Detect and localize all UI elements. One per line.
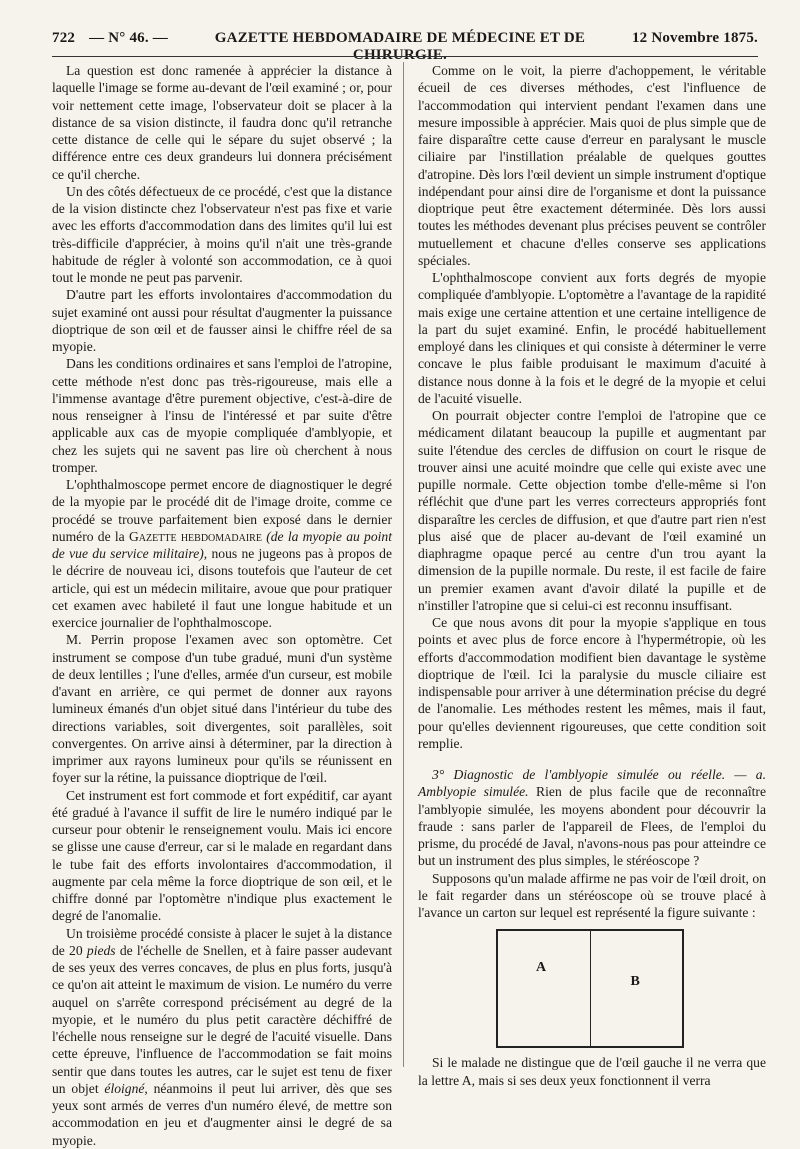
paragraph <box>52 925 392 1149</box>
page-number: 722 <box>52 30 76 46</box>
figure-label-a: A <box>536 960 547 976</box>
emphasis: éloigné <box>104 1080 145 1096</box>
figure-label-b: B <box>630 974 640 990</box>
text-run: , nous ne jugeons pas à propos de le décrire de nouveau ici, disons toutefois que l'auteur de cet article, qui est un médecin militaire, avoue que pour pratiquer cet examen avec habileté il faut une longue habitude et un exercice journalier de l'ophthalmoscope. <box>52 546 392 630</box>
article-reference: (de la myopie au point de vue du service militaire) <box>52 528 392 561</box>
journal-reference: Gazette hebdomadaire <box>128 528 262 544</box>
issue-date: 12 Novembre 1875. <box>631 30 758 46</box>
paragraph: Dans les conditions ordinaires et sans l'emploi de l'atropine, cette méthode n'est donc pas très-rigoureuse, mais elle a l'immense avantage d'être purement objective, c'est-à-dire de nous renseigner à l'insu de l'intéressé et par suite d'être applicable aux cas de myopie compliquée d'amblyopie, et chez les sujets qui ne savent pas lire où cherchent à nous tromper. <box>52 356 392 475</box>
text-run: Un troisième procédé consiste à placer le sujet à la distance de 20 <box>52 925 392 958</box>
paragraph: Cet instrument est fort commode et fort expéditif, car ayant été gradué à l'avance il suffit de lire le numéro indiqué par le curseur pour obtenir le renseignement voulu. Mais ici encore se glisse une cause d'erreur, car si le malade en regardant dans le tube fait des efforts involontaires d'accommodation, il augmente par cela même la force dioptrique de son œil, et le chiffre donné par l'optomètre n'indique plus exactement le degré de l'anomalie. <box>52 787 392 924</box>
paragraph: D'autre part les efforts involontaires d'accommodation du sujet examiné ont aussi pour résultat d'augmenter la puissance dioptrique de son œil et de fausser ainsi le chiffre réel de sa myopie. <box>52 287 392 354</box>
header-rule <box>52 56 758 57</box>
text-run: de l'échelle de Snellen, et à faire passer audevant de ses yeux des verres concaves, de plus en plus forts, jusqu'à ce qu'on ait atteint le maximum de vision. Le numéro du verre auquel on s'arrête correspond précisément au degré de la myopie, et le numéro du plus petit caractère déchiffré de l'échelle nous renseigne sur le degré de l'acuité visuelle. Dans cette épreuve, l'influence de l'accommodation se fait moins sentir que dans toutes les autres, car le sujet est tenu de fixer un objet <box>52 942 392 1096</box>
paragraph: On pourrait objecter contre l'emploi de l'atropine que ce médicament dilatant beaucoup la pupille et augmentant par suite l'étendue des cercles de diffusion on court le risque de trouver ainsi une acuité moindre que celle qui existe avec une pupille normale. Cette objection tombe d'elle-même si l'on réfléchit que d'une part les verres correcteurs appropriés font disparaître les cercles de diffusion, et que d'autre part rien n'est plus aisé que de placer au-devant de l'œil examiné un diaphragme opaque percé au centre d'un trou ayant la dimension de la pupille normale. Du reste, il est facile de faire un premier examen avant d'avoir dilaté la pupille et de n'instiller l'atropine que si celui-ci est reconnu insuffisant. <box>418 408 766 613</box>
paragraph: Ce que nous avons dit pour la myopie s'applique en tous points et avec plus de force encore à l'hypermétropie, où les efforts d'accommodation modifient bien davantage le système dioptrique de l'œil. Ici la paralysie du muscle ciliaire est indispensable pour arriver à une détermination précise du degré de l'anomalie. Les méthodes restent les mêmes, mais il faut, pour qu'elles deviennent rigoureuses, que cette condition soit remplie. <box>418 615 766 751</box>
running-header <box>52 30 758 63</box>
left-column <box>52 62 392 1149</box>
section-heading-paragraph <box>418 766 766 870</box>
paragraph: Supposons qu'un malade affirme ne pas voir de l'œil droit, on le fait regarder dans un stéréoscope où se trouve placé à l'avance un carton sur lequel est représenté la figure suivante : <box>418 870 766 920</box>
paragraph: Un des côtés défectueux de ce procédé, c'est que la distance de la vision distincte chez l'observateur n'est pas fixe et varie avec les efforts d'accommodation dans des limites qu'il lui est très-difficile d'apprécier, à moins qu'il n'ait une très-grande habitude de régler à volonté son accommodation, ce à quoi tout le monde ne peut pas parvenir. <box>52 183 392 285</box>
paragraph: M. Perrin propose l'examen avec son optomètre. Cet instrument se compose d'un tube gradué, muni d'un système de deux lentilles ; l'une d'elles, armée d'un curseur, est mobile d'avant en arrière, ce qui permet de donner aux rayons lumineux émanés d'un objet situé dans l'intérieur du tube des directions variables, soit divergentes, soit parallèles, soit convergentes. On arrive ainsi à déterminer, par la direction à imprimer aux rayons lumineux pour qu'ils se réunissent en foyer sur la rétine, la puissance dioptrique de l'œil. <box>52 632 392 786</box>
paragraph: Comme on le voit, la pierre d'achoppement, le véritable écueil de ces diverses méthodes, c'est l'influence de l'accommodation qui intervient pendant l'examen dans une mesure impossible à apprécier. Mais quoi de plus simple que de faire disparaître cette cause d'erreur en paralysant le muscle ciliaire par l'instillation préalable de quelques gouttes d'atropine. Dès lors l'œil devient un simple instrument d'optique indépendant pour ainsi dire de l'organisme et dont la puissance dioptrique peut être exactement déterminée. Dès lors aussi toutes les méthodes devenant plus précises peuvent se contrôler mutuellement et chacune d'elles conserve ses applications spéciales. <box>418 63 766 268</box>
paragraph: Si le malade ne distingue que de l'œil gauche il ne verra que la lettre A, mais si ses deux yeux fonctionnent il verra <box>418 1055 766 1088</box>
section-heading: 3° Diagnostic de l'amblyopie simulée ou réelle. — a. Amblyopie simulée. <box>418 767 766 800</box>
right-column <box>418 62 766 1089</box>
stereoscope-figure <box>496 929 684 1048</box>
paragraph: L'ophthalmoscope convient aux forts degrés de myopie compliquée d'amblyopie. L'optomètre a l'avantage de la rapidité mais exige une certaine attention et une certaine intelligence de la part du sujet examiné. Enfin, le procédé habituellement employé dans les cliniques et qui consiste à déterminer le verre concave le plus faible produisant le maximum d'acuité à distance nous donne à la fois et le degré de la myopie et celui de l'acuité visuelle. <box>418 270 766 406</box>
paragraph <box>52 476 392 631</box>
figure-right-half <box>590 931 683 1046</box>
paragraph: La question est donc ramenée à apprécier la distance à laquelle l'image se forme au-devant de l'œil examiné ; or, pour voir nettement cette image, l'observateur doit se placer à la distance de sa vision distincte, il faudra donc qu'il retranche cette distance de celle qui le sépare du sujet observé ; la différence entre ces deux grandeurs lui donnera précisément ce qu'il cherche. <box>52 63 392 182</box>
column-separator <box>403 62 404 1067</box>
emphasis: pieds <box>86 942 116 958</box>
text-run: , néanmoins il peut lui arriver, dès que ses yeux sont armés de verres d'un numéro élevé, de mettre son accommodation en jeu et d'augmenter ainsi le degré de sa myopie. <box>52 1080 392 1148</box>
issue-number: — N° 46. — <box>89 30 168 46</box>
text-run: L'ophthalmoscope permet encore de diagnostiquer le degré de la myopie par le procédé dit de l'image droite, comme ce procédé se trouve parfaitement bien exposé dans le dernier numéro de la <box>52 477 392 544</box>
figure-left-half <box>498 931 590 1046</box>
journal-title: GAZETTE HEBDOMADAIRE DE MÉDECINE ET DE CHIRURGIE. <box>214 30 586 63</box>
text-run: Rien de plus facile que de reconnaître l'amblyopie simulée, les moyens abondent pour découvrir la fraude : sans parler de l'appareil de Flees, de l'emploi du prisme, du procédé de Javal, n'avons-nous pas pour atteindre ce but un instrument des plus simples, le stéréoscope ? <box>418 784 766 869</box>
